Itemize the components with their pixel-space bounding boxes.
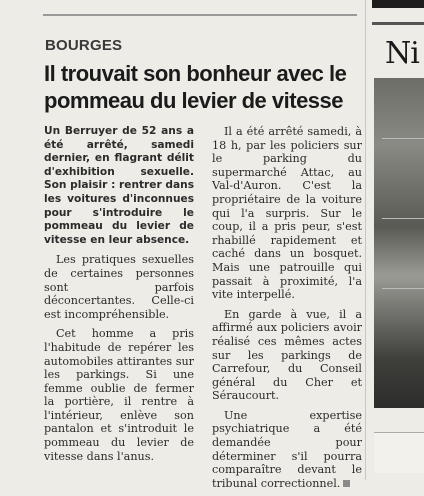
article-paragraph: En garde à vue, il a affirmé aux policiers avoir réalisé ces mêmes actes sur les parkings de Carrefour, du Conseil général du Cher et Séraucourt. [212, 307, 362, 403]
adjacent-headline: Ni [385, 36, 419, 71]
adjacent-rule [372, 22, 424, 25]
adjacent-caption-area [374, 432, 424, 473]
article-paragraph: Cet homme a pris l'habitude de repérer les automobiles attirantes sur les parkings. Si une femme oublie de fermer la portière, il rentre à l'intérieur, enlève son pantalon et s'introduit le pommeau du levier de vitesse dans l'anus. [44, 327, 194, 463]
column-divider [365, 0, 366, 480]
article-paragraph-last [212, 409, 362, 491]
article-column-1 [44, 125, 194, 469]
adjacent-photo-top [372, 0, 424, 8]
article-lead: Un Berruyer de 52 ans a été arrêté, samedi dernier, en flagrant délit d'exhibition sexuelle. Son plaisir : rentrer dans les voitures d'inconnues pour s'introduire le pommeau du levier de vitesse en leur absence. [44, 125, 194, 246]
top-rule [43, 14, 357, 16]
article-paragraph: Les pratiques sexuelles de certaines personnes sont parfois déconcertantes. Celle-ci est incompréhensible. [44, 253, 194, 321]
article-paragraph-text: Une expertise psychiatrique a été demandée pour déterminer s'il pourra comparaître devant le tribunal correctionnel. [212, 408, 362, 490]
adjacent-photo [374, 78, 424, 408]
article-headline: Il trouvait son bonheur avec le pommeau du levier de vitesse [44, 61, 347, 113]
article-paragraph: Il a été arrêté samedi, à 18 h, par les policiers sur le parking du supermarché Attac, au Val-d'Auron. C'est la propriétaire de la voiture qui l'a surpris. Sur le coup, il a pris peur, s'est rhabillé rapidement et caché dans un bosquet. Mais une patrouille qui passait à proximité, l'a vite interpellé. [212, 125, 362, 302]
end-mark-icon [343, 480, 350, 487]
article-column-2 [212, 125, 362, 496]
article-kicker: BOURGES [45, 37, 123, 54]
